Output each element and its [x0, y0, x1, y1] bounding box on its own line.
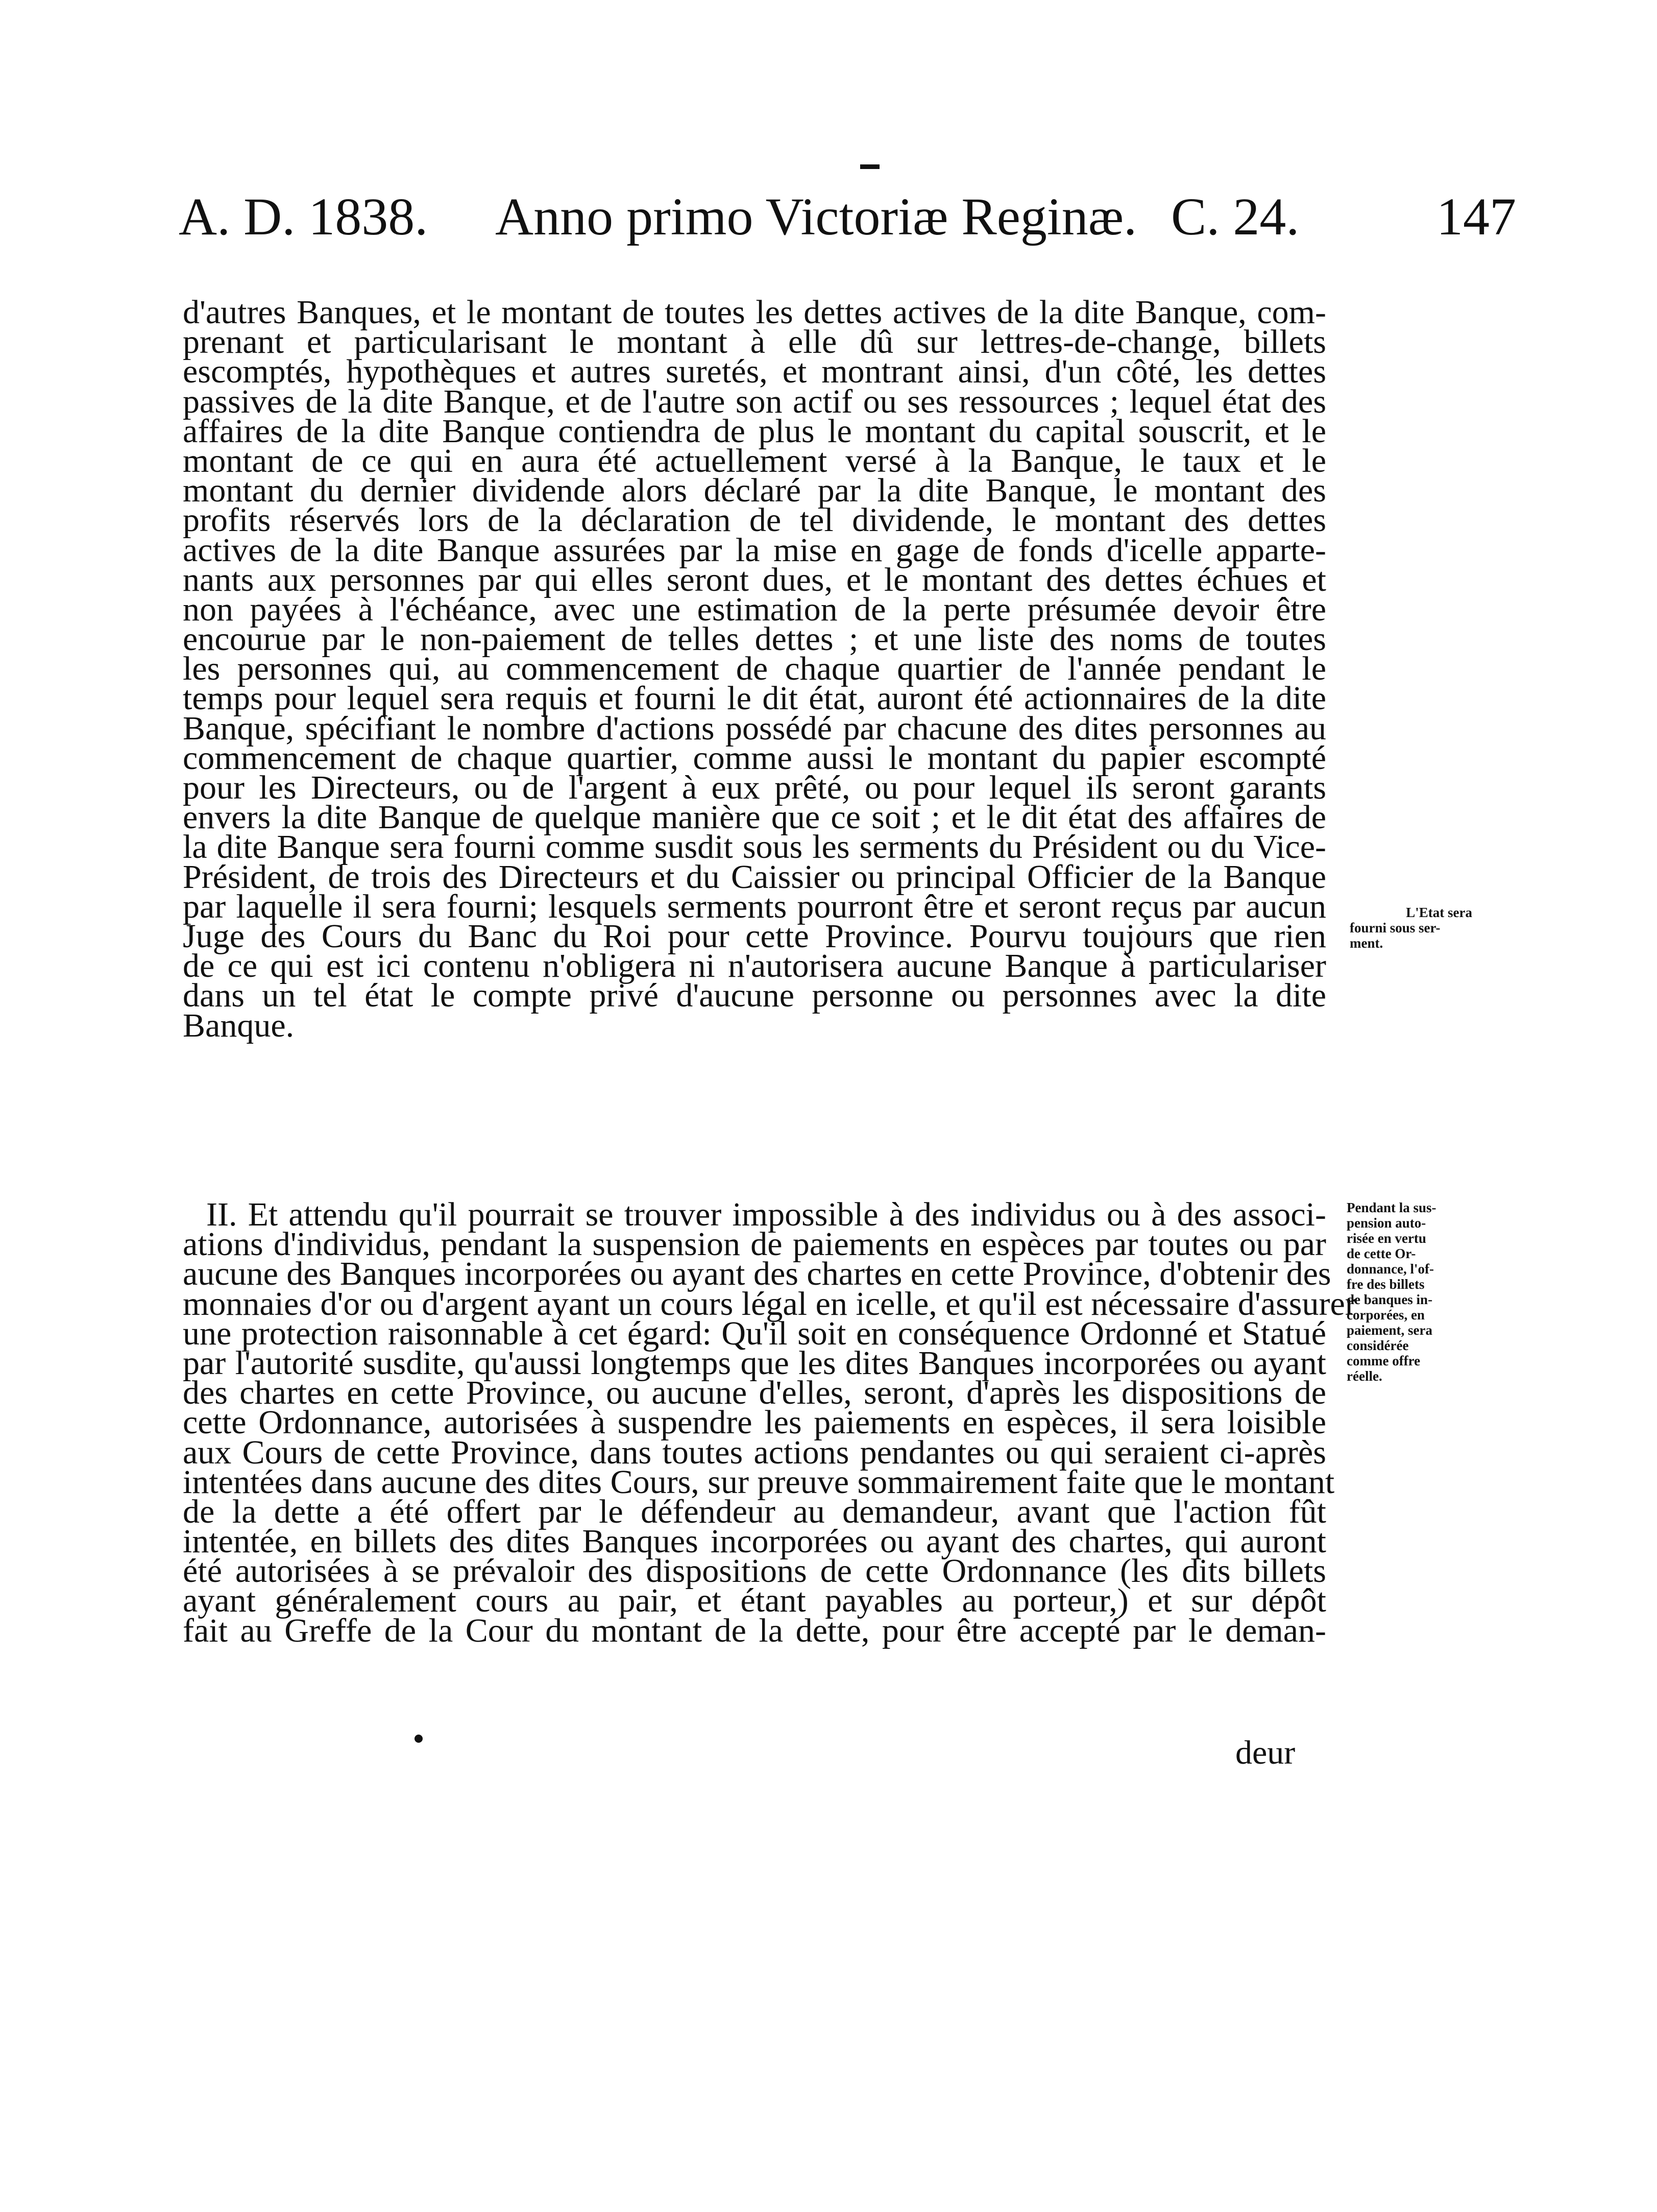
- page-number: 147: [1436, 187, 1516, 246]
- text-line: par l'autorité susdite, qu'aussi longtemps que les dites Banques incorporées ou ayant: [183, 1344, 1326, 1382]
- text-line: Banque.: [183, 1006, 295, 1044]
- text-line: commencement de chaque quartier, comme aussi le montant du papier escompté: [183, 739, 1326, 777]
- text-line: II. Et attendu qu'il pourrait se trouver impossible à des individus ou à des associ-: [206, 1196, 1326, 1233]
- text-line: intentées dans aucune des dites Cours, sur preuve sommairement faite que le montant: [183, 1463, 1335, 1501]
- margin-line: considérée: [1347, 1338, 1409, 1353]
- margin-line: risée en vertu: [1347, 1231, 1426, 1246]
- text-line: pour les Directeurs, ou de l'argent à eux prêté, ou pour lequel ils seront garants: [183, 769, 1326, 806]
- text-line: temps pour lequel sera requis et fourni le dit état, auront été actionnaires de la dite: [183, 680, 1326, 717]
- margin-line: fre des billets: [1347, 1277, 1425, 1292]
- text-line: aucune des Banques incorporées ou ayant des chartes en cette Province, d'obtenir des: [183, 1255, 1331, 1293]
- text-line: montant du dernier dividende alors déclaré par la dite Banque, le montant des: [183, 472, 1326, 510]
- header-year: A. D. 1838.: [179, 187, 428, 246]
- running-header: [179, 184, 1516, 250]
- text-line: été autorisées à se prévaloir des dispositions de cette Ordonnance (les dits billets: [183, 1552, 1326, 1590]
- text-line: des chartes en cette Province, ou aucune d'elles, seront, d'après les dispositions de: [183, 1374, 1326, 1412]
- text-line: intentée, en billets des dites Banques incorporées ou ayant des chartes, qui auront: [183, 1523, 1326, 1560]
- text-line: passives de la dite Banque, et de l'autre son actif ou ses ressources ; lequel état des: [183, 382, 1326, 420]
- margin-line: fourni sous ser-: [1350, 920, 1441, 935]
- text-line: montant de ce qui en aura été actuellement versé à la Banque, le taux et le: [183, 442, 1326, 479]
- text-line: escomptés, hypothèques et autres suretés, et montrant ainsi, d'un côté, les dettes: [183, 353, 1326, 391]
- text-line: de la dette a été offert par le défendeur au demandeur, avant que l'action fût: [183, 1493, 1326, 1530]
- text-line: non payées à l'échéance, avec une estimation de la perte présumée devoir être: [183, 590, 1326, 628]
- margin-line: pension auto-: [1347, 1215, 1426, 1231]
- text-line: Président, de trois des Directeurs et du Caissier ou principal Officier de la Banque: [183, 858, 1326, 896]
- text-line: Banque, spécifiant le nombre d'actions possédé par chacune des dites personnes au: [183, 709, 1326, 747]
- text-line: ayant généralement cours au pair, et étant payables au porteur,) et sur dépôt: [183, 1582, 1326, 1620]
- text-line: envers la dite Banque de quelque manière que ce soit ; et le dit état des affaires de: [183, 799, 1326, 836]
- text-line: de ce qui est ici contenu n'obligera ni n'autorisera aucune Banque à particulariser: [183, 947, 1326, 985]
- text-line: la dite Banque sera fourni comme susdit sous les serments du Président ou du Vice-: [183, 828, 1326, 866]
- margin-line: donnance, l'of-: [1347, 1261, 1434, 1277]
- text-line: monnaies d'or ou d'argent ayant un cours légal en icelle, et qu'il est nécessaire d'assurer: [183, 1285, 1356, 1323]
- text-line: par laquelle il sera fourni; lesquels serments pourront être et seront reçus par aucun: [183, 887, 1326, 925]
- margin-line: de cette Or-: [1347, 1246, 1416, 1261]
- catchword: deur: [1235, 1734, 1296, 1771]
- margin-line: ment.: [1350, 935, 1383, 951]
- text-line: les personnes qui, au commencement de chaque quartier de l'année pendant le: [183, 650, 1326, 688]
- text-line: encourue par le non-paiement de telles dettes ; et une liste des noms de toutes: [183, 620, 1326, 658]
- text-line: aux Cours de cette Province, dans toutes actions pendantes ou qui seraient ci-après: [183, 1433, 1326, 1471]
- text-line: profits réservés lors de la déclaration de tel dividende, le montant des dettes: [183, 501, 1326, 539]
- text-line: une protection raisonnable à cet égard: Qu'il soit en conséquence Ordonné et Statué: [183, 1314, 1326, 1352]
- paragraph-2: [183, 1196, 1356, 1649]
- header-title: Anno primo Victoriæ Reginæ.: [495, 187, 1137, 246]
- paragraph-1: [183, 294, 1326, 1044]
- text-line: ations d'individus, pendant la suspension de paiements en espèces par toutes ou par: [183, 1225, 1326, 1263]
- text-line: d'autres Banques, et le montant de toutes les dettes actives de la dite Banque, com-: [183, 294, 1326, 331]
- text-line: dans un tel état le compte privé d'aucune personne ou personnes avec la dite: [183, 977, 1326, 1015]
- margin-note-suspension: [1347, 1200, 1479, 1384]
- top-dash-mark: [860, 164, 880, 169]
- margin-line: comme offre: [1347, 1353, 1421, 1368]
- signature-mark: [415, 1735, 423, 1743]
- margin-line: de banques in-: [1347, 1292, 1433, 1307]
- text-line: cette Ordonnance, autorisées à suspendre les paiements en espèces, il sera loisible: [183, 1404, 1326, 1441]
- text-line: nants aux personnes par qui elles seront dues, et le montant des dettes échues et: [183, 561, 1326, 598]
- text-line: actives de la dite Banque assurées par la mise en gage de fonds d'icelle apparte-: [183, 531, 1326, 569]
- margin-line: Pendant la sus-: [1347, 1200, 1436, 1215]
- header-chapter: C. 24.: [1171, 187, 1300, 246]
- text-line: Juge des Cours du Banc du Roi pour cette Province. Pourvu toujours que rien: [183, 917, 1326, 955]
- text-line: fait au Greffe de la Cour du montant de la dette, pour être accepté par le deman-: [183, 1612, 1326, 1649]
- margin-line: réelle.: [1347, 1368, 1382, 1384]
- margin-line: L'Etat sera: [1406, 905, 1472, 920]
- margin-note-oath: [1350, 905, 1472, 951]
- text-line: prenant et particularisant le montant à elle dû sur lettres-de-change, billets: [183, 323, 1326, 361]
- margin-line: corporées, en: [1347, 1307, 1425, 1323]
- text-line: affaires de la dite Banque contiendra de plus le montant du capital souscrit, et le: [183, 412, 1326, 450]
- margin-line: paiement, sera: [1347, 1323, 1432, 1338]
